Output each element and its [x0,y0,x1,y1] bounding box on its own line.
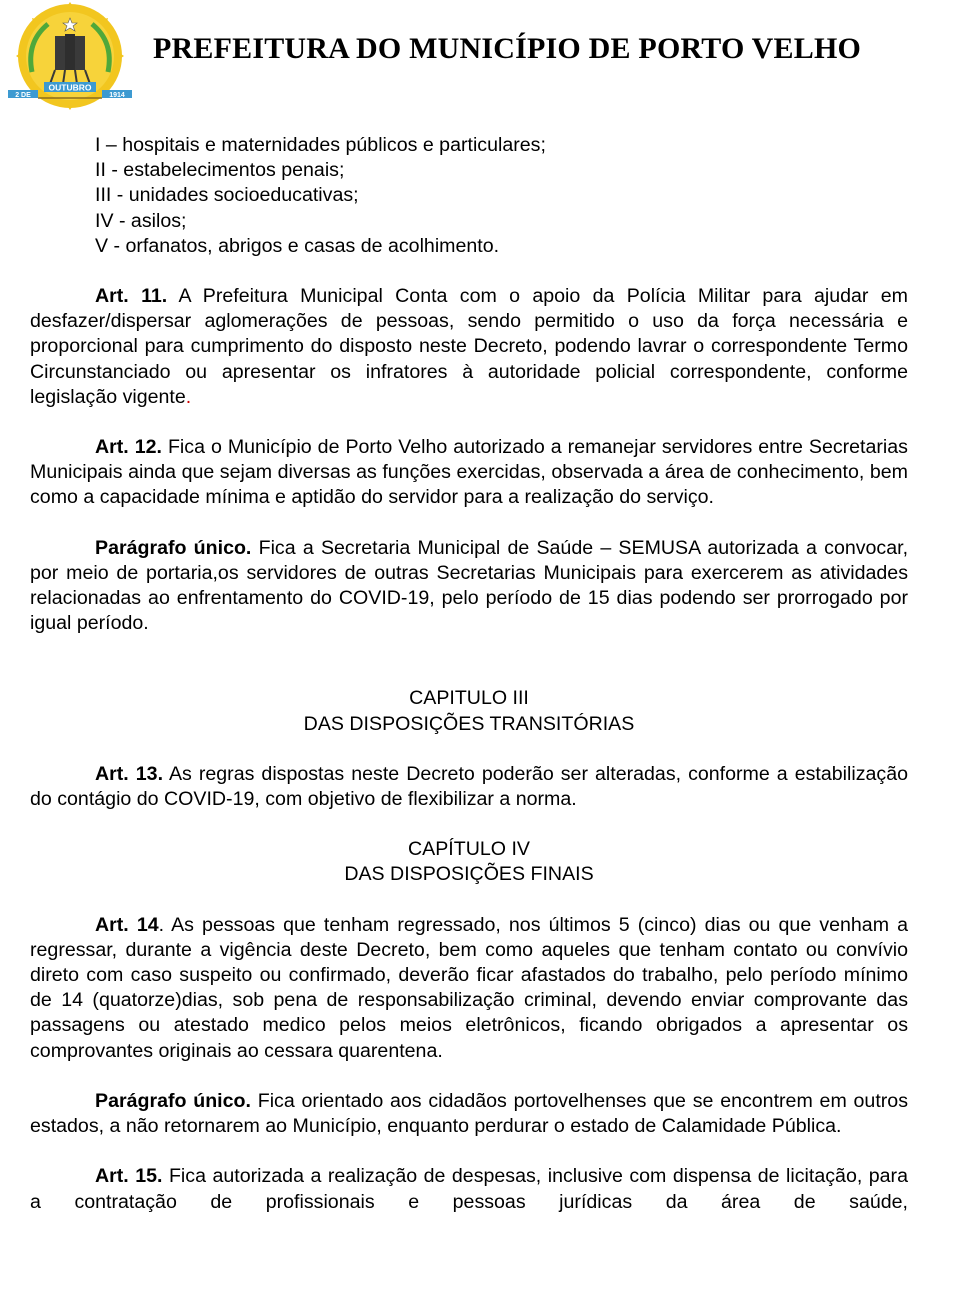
svg-text:2 DE: 2 DE [15,92,31,99]
article-14 [30,913,908,1064]
article-end-mark: . [185,385,192,408]
list-item: V - orfanatos, abrigos e casas de acolhimento. [95,234,500,257]
list-item: I – hospitais e maternidades públicos e particulares; [95,134,546,156]
article-label: Art. 14 [95,913,159,936]
article-label: Art. 11. [95,285,168,308]
article-text: Fica autorizada a realização de despesas, inclusive com dispensa de licitação, para a contratação de profissionais e pessoas jurídicas da área de saúde, [30,1165,908,1213]
svg-text:1914: 1914 [109,92,125,99]
svg-text:OUTUBRO: OUTUBRO [48,82,92,93]
list-item: IV - asilos; [95,209,187,232]
paragraph-text: Fica orientado aos cidadãos portovelhenses que se encontrem em outros estados, a não retornarem ao Município, enquanto perdurar o estado de Calamidade Pública. [30,1089,908,1138]
article-label: Art. 12. [95,436,162,459]
paragraph-text: Fica a Secretaria Municipal de Saúde – SEMUSA autorizada a convocar, por meio de portaria,os servidores de outras Secretarias Municipais para exercerem as atividades relacionadas ao enfrentamento do COVID-19, pelo período de 15 dias podendo ser prorrogado por igual período. [30,536,909,635]
document-body [30,133,908,1215]
article-12-sole-paragraph [30,536,908,637]
article-label: Art. 15. [95,1165,163,1188]
chapter-4-title: CAPÍTULO IV [408,838,530,861]
list-item: II - estabelecimentos penais; [95,159,345,182]
article-11 [30,284,908,410]
chapter-4-subtitle: DAS DISPOSIÇÕES FINAIS [344,863,594,886]
article-label: Art. 13. [95,762,164,785]
article-13 [30,762,908,812]
list-item: III - unidades socioeducativas; [95,184,359,207]
chapter-3-title: CAPITULO III [409,687,529,710]
article-text: A Prefeitura Municipal Conta com o apoio da Polícia Militar para ajudar em desfazer/dispersar aglomerações de pessoas, sendo permitido o uso da força necessária e proporcional para cumprimento do disposto neste Decreto, podendo lavrar o correspondente Termo Circunstanciado ou apresentar os infratores à autoridade policial correspondente, conforme legislação vigente [30,285,908,408]
porto-velho-seal-logo [8,2,132,114]
article-14-sole-paragraph [30,1089,908,1139]
page-header [0,0,960,120]
chapter-3-subtitle: DAS DISPOSIÇÕES TRANSITÓRIAS [303,712,635,735]
article-text: . As pessoas que tenham regressado, nos últimos 5 (cinco) dias ou que venham a regressar, durante a vigência deste Decreto, bem como aqueles que tenham contato ou convívio direto com caso suspeito ou confirmado, deverão ficar afastados do trabalho, pelo período mínimo de 14 (quatorze)dias, sob pena de responsabilização criminal, devendo enviar comprovante das passagens ou atestado medico pelos meios eletrônicos, ficando obrigados a apresentar os comprovantes originais ao cessara quarentena. [30,913,909,1062]
article-12 [30,435,908,511]
article-text: As regras dispostas neste Decreto poderão ser alteradas, conforme a estabilização do contágio do COVID-19, com objetivo de flexibilizar a norma. [30,762,908,811]
header-title: PREFEITURA DO MUNICÍPIO DE PORTO VELHO [153,32,862,65]
establishment-list [95,133,908,259]
article-text: Fica o Município de Porto Velho autorizado a remanejar servidores entre Secretarias Municipais ainda que sejam diversas as funções exercidas, observada a área de conhecimento, bem como a capacidade mínima e aptidão do servidor para a realização do serviço. [30,436,908,509]
article-15 [30,1164,908,1214]
paragraph-label: Parágrafo único. [95,536,252,559]
paragraph-label: Parágrafo único. [95,1089,251,1112]
